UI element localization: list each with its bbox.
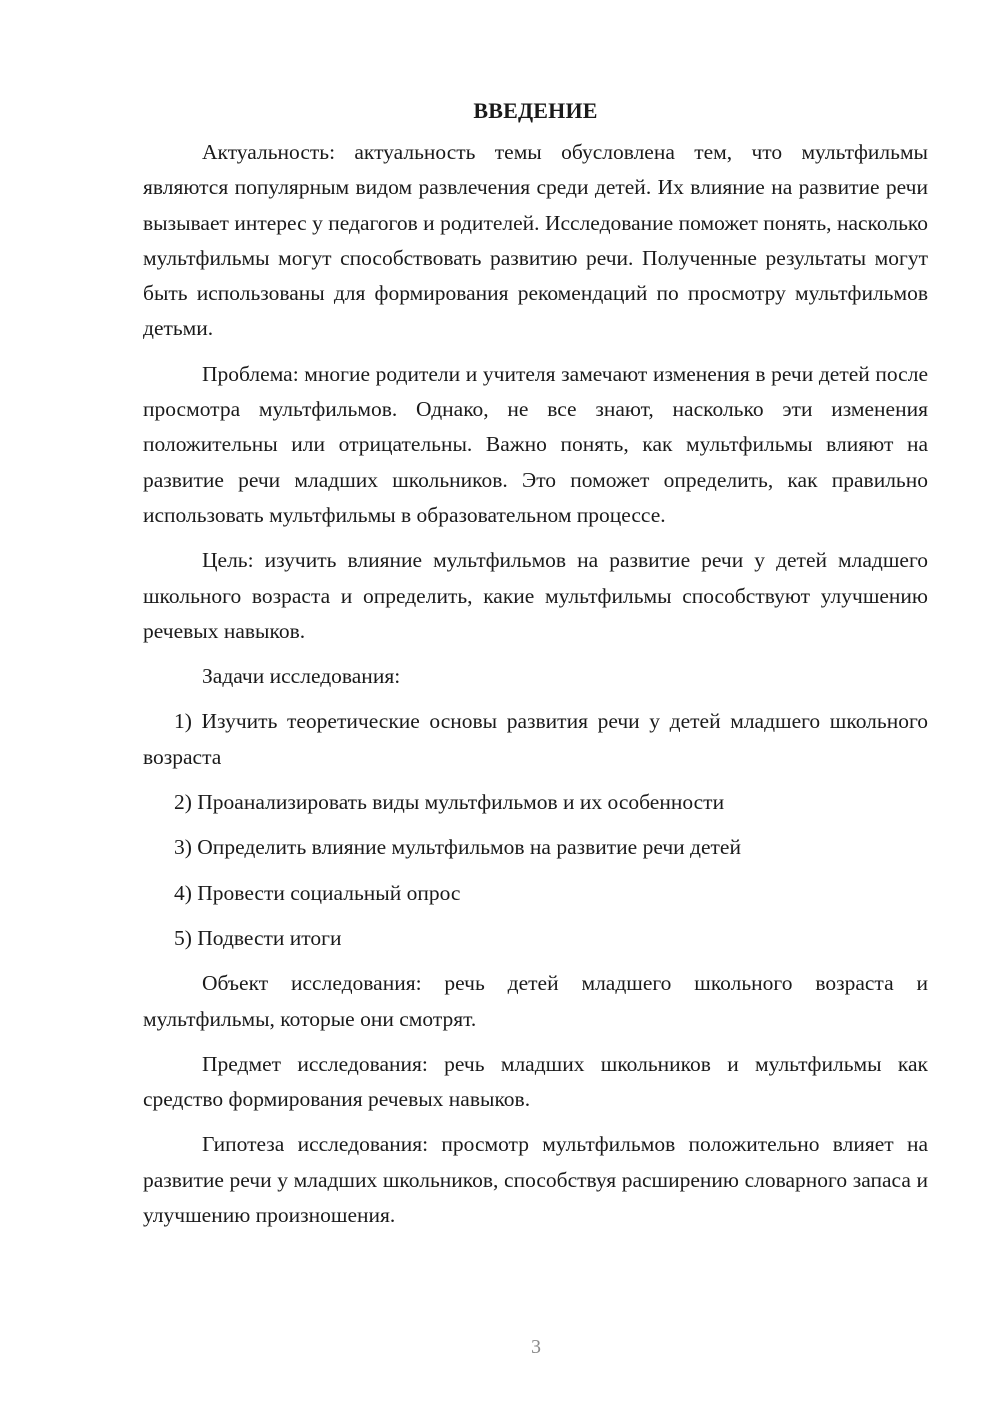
list-item: 4) Провести социальный опрос — [174, 880, 461, 905]
list-item: 1) Изучить теоретические основы развития речи у детей младшего школьного возраста — [143, 709, 928, 769]
list-item: 5) Подвести итоги — [174, 925, 342, 950]
page-title: ВВЕДЕНИЕ — [473, 98, 598, 123]
tasks-heading: Задачи исследования: — [202, 664, 401, 689]
list-item: 3) Определить влияние мультфильмов на развитие речи детей — [174, 835, 741, 860]
paragraph-subject: Предмет исследования: речь младших школьников и мультфильмы как средство формирования речевых навыков. — [143, 1051, 928, 1112]
paragraph-hypothesis: Гипотеза исследования: просмотр мультфильмов положительно влияет на развитие речи у младших школьников, способствуя расширению словарного запаса и улучшению произношения. — [143, 1132, 928, 1228]
page-body — [143, 96, 928, 1233]
paragraph-object: Объект исследования: речь детей младшего школьного возраста и мультфильмы, которые они смотрят. — [143, 971, 928, 1031]
paragraph-relevance: Актуальность: актуальность темы обусловлена тем, что мультфильмы являются популярным видом развлечения среди детей. Их влияние на развитие речи вызывает интерес у педагогов и родителей. Исследование поможет понять, насколько мультфильмы могут способствовать развитию речи. Полученные результаты могут быть использованы для формирования рекомендаций по просмотру мультфильмов детьми. — [143, 140, 928, 341]
paragraph-goal: Цель: изучить влияние мультфильмов на развитие речи у детей младшего школьного возраста и определить, какие мультфильмы способствуют улучшению речевых навыков. — [143, 548, 928, 643]
list-item: 2) Проанализировать виды мультфильмов и их особенности — [174, 790, 725, 815]
page-number: 3 — [531, 1336, 541, 1358]
tasks-list — [143, 704, 928, 956]
paragraph-problem: Проблема: многие родители и учителя замечают изменения в речи детей после просмотра мультфильмов. Однако, не все знают, насколько эти изменения положительны или отрицательны. Важно понять, как мультфильмы влияют на развитие речи младших школьников. Это поможет определить, как правильно использовать мультфильмы в образовательном процессе. — [143, 361, 928, 527]
